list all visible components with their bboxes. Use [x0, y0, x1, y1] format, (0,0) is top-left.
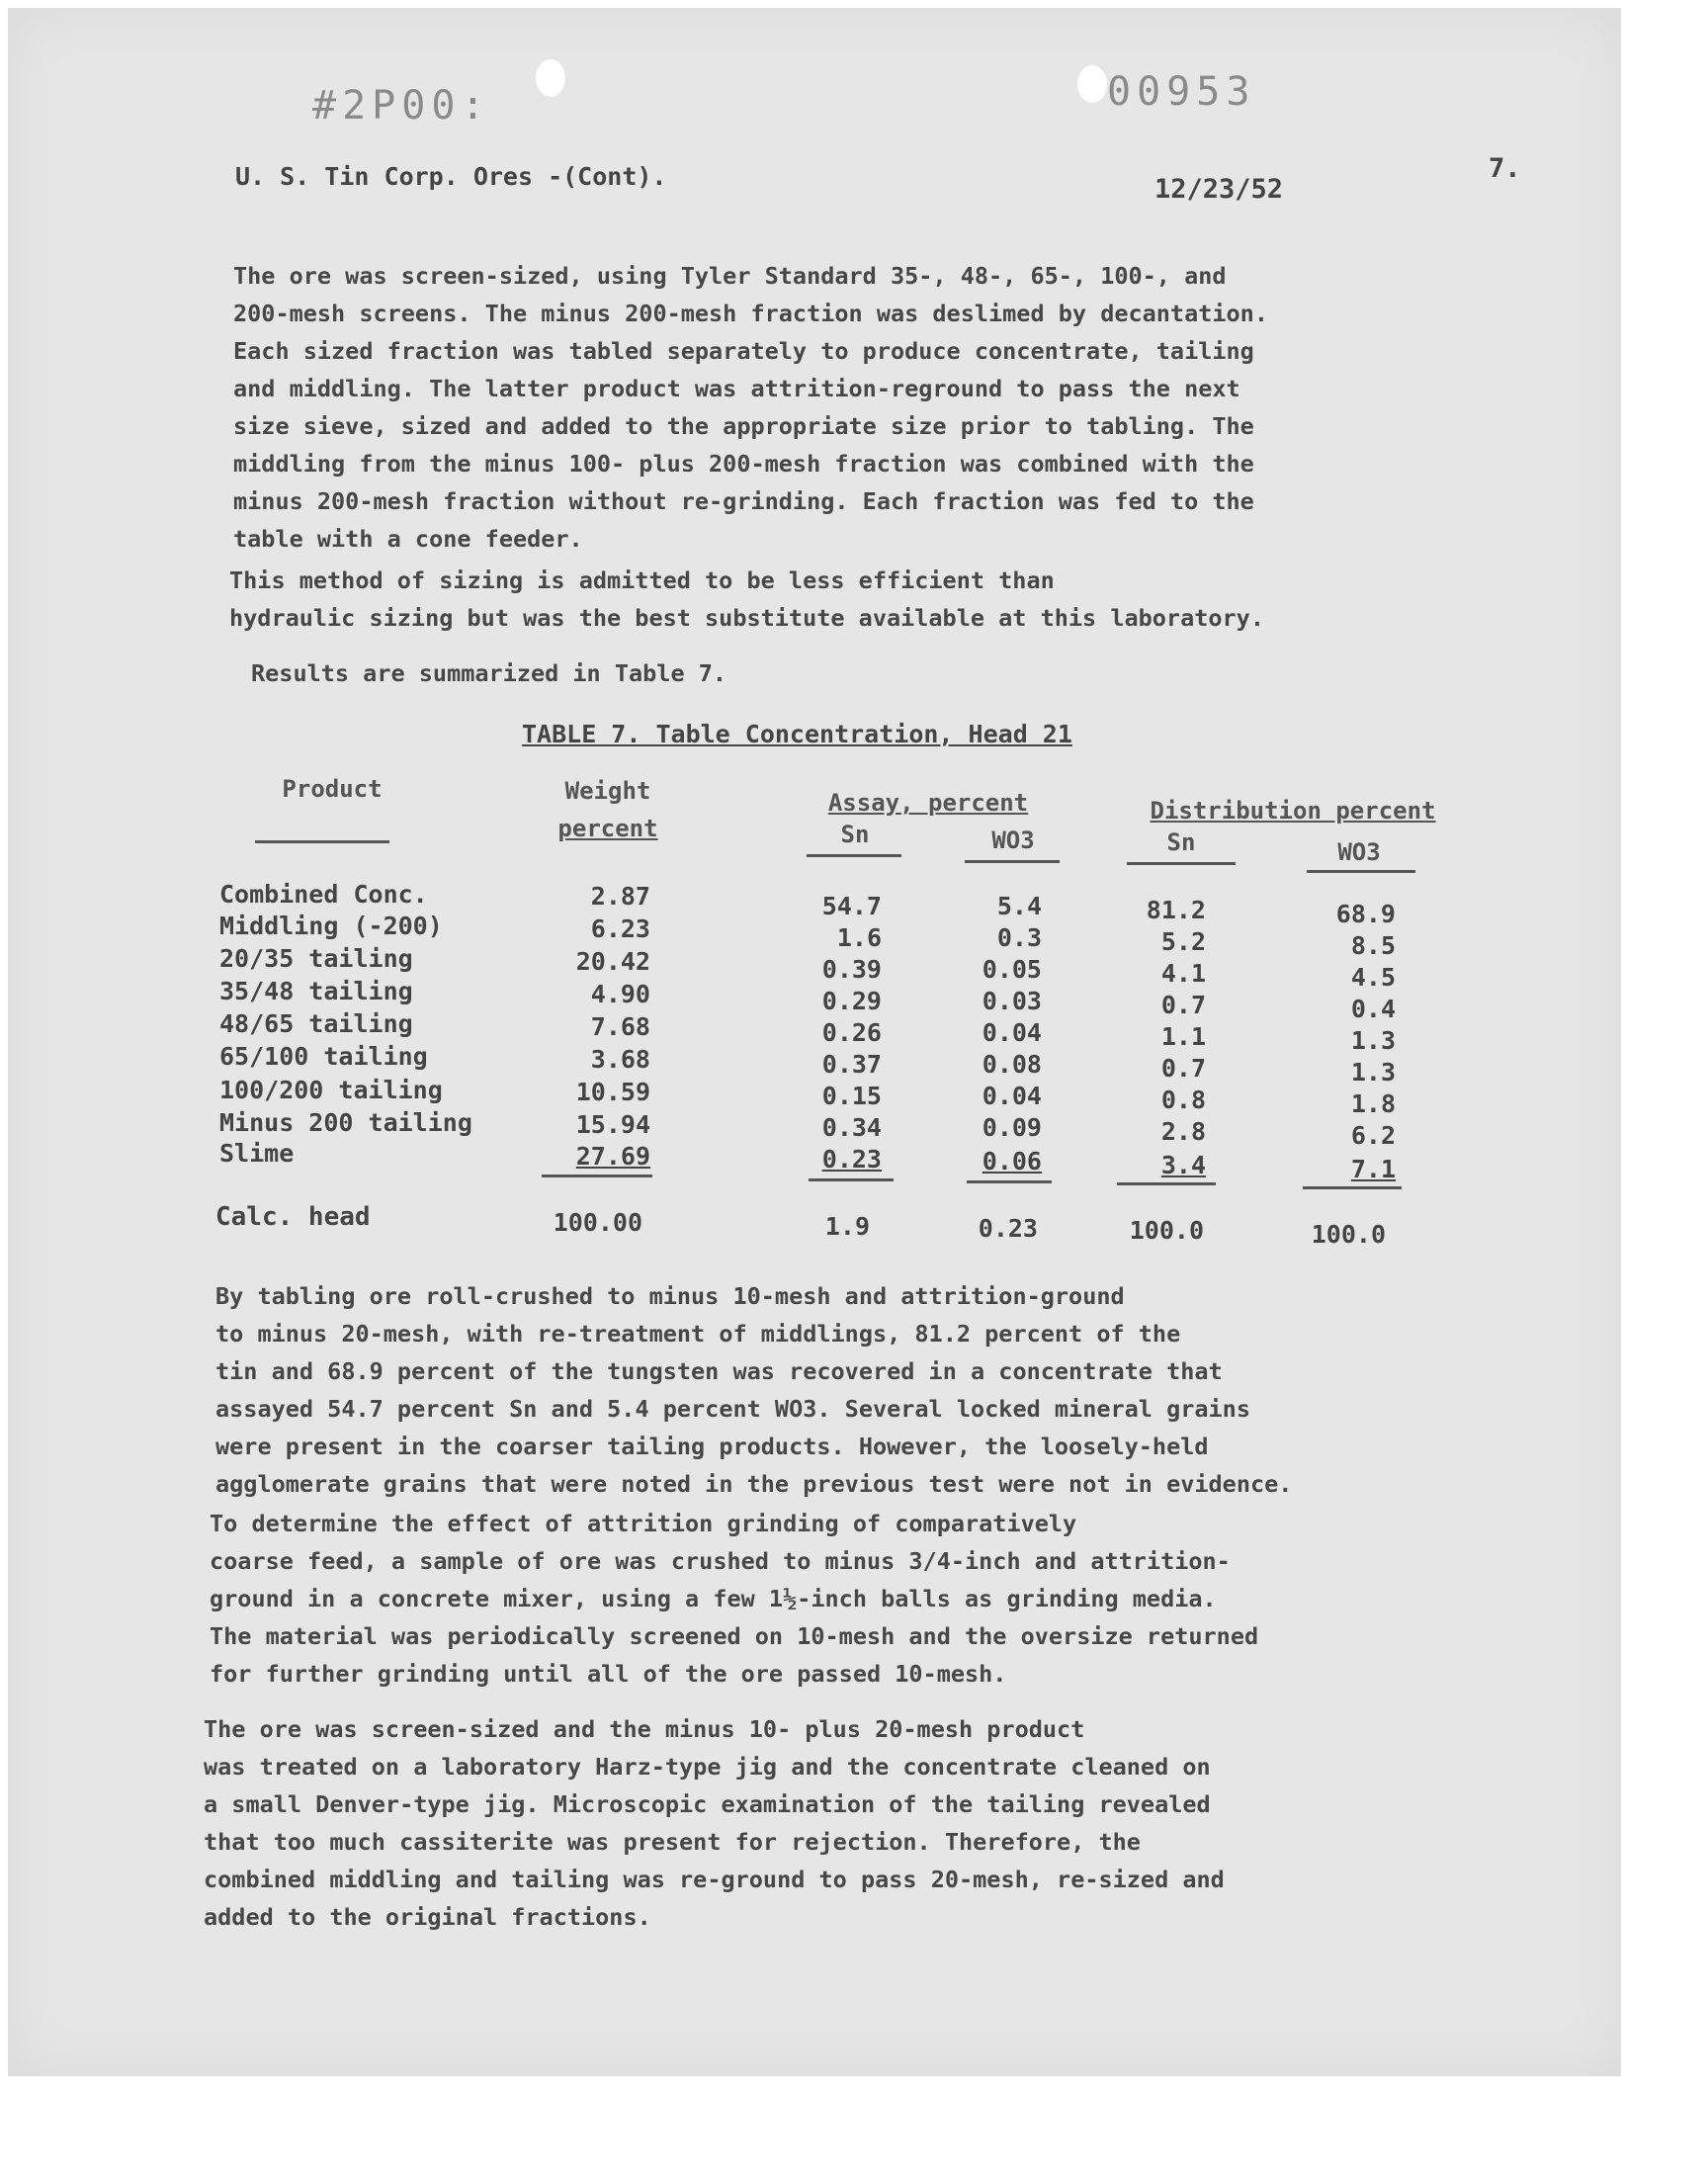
cell-weight: 3.68	[590, 1045, 650, 1074]
cell-dist-sn: 81.2	[1146, 896, 1206, 924]
cell-assay-wo3: 0.04	[982, 1082, 1042, 1110]
cell-weight: 20.42	[575, 947, 650, 976]
total-weight: 100.00	[553, 1208, 642, 1237]
row-product-label: 35/48 tailing	[219, 977, 413, 1005]
cell-dist-sn: 2.8	[1160, 1117, 1206, 1146]
paragraph-attrition: To determine the effect of attrition grinding of comparatively coarse feed, a sample of ore was crushed to minus 3/4-inch and attrition- ground in a concrete mixer, using a few 1½-inch balls as grinding media. The material was periodically screened on 10-mesh and the oversize returned for further grinding until all of the ore passed 10-mesh.	[210, 1510, 1259, 1688]
total-rule-assay-sn	[809, 1178, 894, 1181]
total-rule-dist-wo3	[1303, 1186, 1402, 1189]
cell-dist-wo3: 68.9	[1335, 900, 1396, 928]
col-header-product: Product	[282, 775, 383, 803]
total-assay-wo3: 0.23	[978, 1214, 1038, 1243]
col-header-weight: Weight	[564, 777, 651, 805]
cell-dist-sn: 3.4	[1160, 1151, 1206, 1179]
col-header-distribution: Distribution percent	[1150, 797, 1436, 825]
col-header-rule	[255, 840, 389, 843]
cell-weight: 6.23	[590, 914, 650, 943]
punch-hole-right	[1077, 65, 1107, 103]
cell-weight: 10.59	[575, 1078, 650, 1106]
table-title: TABLE 7. Table Concentration, Head 21	[522, 720, 1072, 748]
total-assay-sn: 1.9	[824, 1212, 870, 1241]
col-rule-dist-sn	[1127, 862, 1236, 865]
cell-assay-sn: 54.7	[821, 892, 882, 920]
cell-dist-wo3: 7.1	[1350, 1155, 1396, 1183]
cell-dist-wo3: 1.3	[1350, 1058, 1396, 1087]
cell-assay-wo3: 0.04	[982, 1018, 1042, 1047]
col-header-weight-unit: percent	[557, 815, 658, 842]
cell-assay-wo3: 0.05	[982, 955, 1042, 984]
page-number: 7.	[1489, 153, 1521, 184]
row-product-label: Slime	[219, 1139, 295, 1168]
row-product-label: 48/65 tailing	[219, 1009, 413, 1038]
cell-dist-wo3: 1.8	[1350, 1089, 1396, 1118]
cell-assay-wo3: 0.03	[982, 987, 1042, 1015]
cell-weight: 27.69	[575, 1142, 650, 1171]
paragraph-method: The ore was screen-sized, using Tyler Standard 35-, 48-, 65-, 100-, and 200-mesh screens. The minus 200-mesh fraction was deslimed by decantation. Each sized fraction was tabled separately to produce concentrate, tailing and middling. The latter product was attrition-reground to pass the next size sieve, sized and added to the appropriate size prior to tabling. The middling from the minus 100- plus 200-mesh fraction was combined with the minus 200-mesh fraction without re-grinding. Each fraction was fed to the table with a cone feeder.	[233, 262, 1268, 553]
col-header-dist-wo3: WO3	[1337, 838, 1381, 866]
paragraph-results: Results are summarized in Table 7.	[251, 659, 727, 687]
row-product-label: Minus 200 tailing	[219, 1108, 472, 1137]
row-product-label: Combined Conc.	[219, 880, 428, 909]
paragraph-recovery: By tabling ore roll-crushed to minus 10-mesh and attrition-ground to minus 20-mesh, with re-treatment of middlings, 81.2 percent of the tin and 68.9 percent of the tungsten was recovered in a concentrate that assayed 54.7 percent Sn and 5.4 percent WO3. Several locked mineral grains were present in the coarser tailing products. However, the loosely-held agglomerate grains that were noted in the previous test were not in evidence.	[215, 1282, 1293, 1498]
total-dist-wo3: 100.0	[1311, 1220, 1386, 1249]
col-header-assay-wo3: WO3	[991, 826, 1035, 854]
cell-assay-sn: 0.37	[821, 1050, 882, 1079]
col-header-dist-sn: Sn	[1166, 828, 1196, 856]
cell-assay-wo3: 0.09	[982, 1113, 1042, 1142]
cell-assay-sn: 0.34	[821, 1113, 882, 1142]
paragraph-sizing: This method of sizing is admitted to be less efficient than hydraulic sizing but was the best substitute available at this laboratory.	[229, 566, 1264, 632]
total-rule-assay-wo3	[967, 1180, 1052, 1183]
row-product-label: 65/100 tailing	[219, 1042, 428, 1071]
cell-dist-wo3: 0.4	[1350, 995, 1396, 1023]
col-rule-assay-wo3	[965, 860, 1060, 863]
cell-dist-sn: 0.8	[1160, 1086, 1206, 1114]
cell-dist-wo3: 4.5	[1350, 963, 1396, 992]
cell-weight: 4.90	[590, 980, 650, 1008]
row-product-label: 100/200 tailing	[219, 1076, 443, 1104]
cell-dist-wo3: 6.2	[1350, 1121, 1396, 1150]
total-dist-sn: 100.0	[1129, 1216, 1204, 1245]
cell-assay-wo3: 0.06	[982, 1147, 1042, 1175]
document-stamp-right: 00953	[1107, 69, 1256, 115]
cell-dist-sn: 1.1	[1160, 1022, 1206, 1051]
col-rule-dist-wo3	[1307, 870, 1415, 873]
row-product-label: 20/35 tailing	[219, 944, 413, 973]
paragraph-jig: The ore was screen-sized and the minus 10- plus 20-mesh product was treated on a laboratory Harz-type jig and the concentrate cleaned on a small Denver-type jig. Microscopic examination of the tailing revealed that too much cassiterite was present for rejection. Therefore, the combined middling and tailing was re-ground to pass 20-mesh, re-sized and added to the original fractions.	[204, 1715, 1225, 1931]
cell-dist-sn: 4.1	[1160, 959, 1206, 988]
punch-hole-left	[536, 59, 565, 97]
document-stamp-left: #2P00:	[312, 83, 491, 129]
cell-weight: 7.68	[590, 1012, 650, 1041]
total-rule-weight	[542, 1174, 652, 1177]
col-header-assay-sn: Sn	[840, 821, 870, 848]
cell-dist-sn: 0.7	[1160, 991, 1206, 1019]
cell-assay-sn: 0.26	[821, 1018, 882, 1047]
row-product-label: Middling (-200)	[219, 912, 443, 940]
cell-dist-sn: 5.2	[1160, 927, 1206, 956]
document-date: 12/23/52	[1154, 174, 1284, 205]
cell-assay-wo3: 0.08	[982, 1050, 1042, 1079]
col-rule-assay-sn	[807, 854, 901, 857]
total-row-label: Calc. head	[215, 1202, 371, 1232]
cell-weight: 2.87	[590, 882, 650, 911]
cell-assay-sn: 1.6	[836, 923, 882, 952]
document-heading: U. S. Tin Corp. Ores -(Cont).	[235, 162, 667, 191]
cell-dist-wo3: 8.5	[1350, 931, 1396, 960]
cell-assay-wo3: 0.3	[996, 923, 1042, 952]
total-rule-dist-sn	[1117, 1182, 1216, 1185]
cell-weight: 15.94	[575, 1110, 650, 1139]
cell-assay-sn: 0.29	[821, 987, 882, 1015]
cell-dist-sn: 0.7	[1160, 1054, 1206, 1083]
cell-assay-sn: 0.23	[821, 1145, 882, 1174]
cell-assay-sn: 0.39	[821, 955, 882, 984]
col-header-assay: Assay, percent	[827, 789, 1029, 817]
cell-assay-wo3: 5.4	[996, 892, 1042, 920]
cell-assay-sn: 0.15	[821, 1082, 882, 1110]
cell-dist-wo3: 1.3	[1350, 1026, 1396, 1055]
